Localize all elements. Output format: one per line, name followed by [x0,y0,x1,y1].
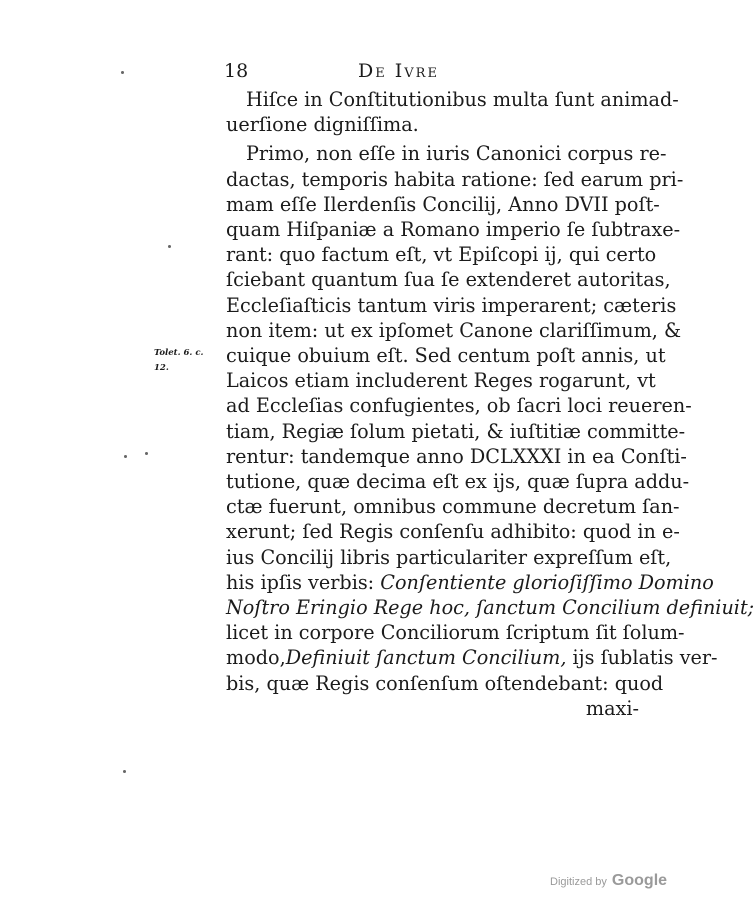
page-number: 18 [224,60,249,82]
text-run: modo, [226,646,286,670]
text-line: dactas, temporis habita ratione: ſed earum pri- [226,167,684,191]
scan-speck [121,71,124,74]
text-line: ius Concilij libris particulariter expreſſum eſt, [226,545,672,569]
text-line: quam Hiſpaniæ a Romano imperio ſe ſubtraxe- [226,218,681,242]
text-line: mam eſſe Ilerdenſis Concilij, Anno DVII poſt- [226,192,660,216]
marginal-note-line-1: Tolet. 6. c. [154,348,204,358]
scan-speck [123,770,126,773]
text-line: Primo, non eſſe in iuris Canonici corpus re- [246,142,667,166]
text-line: tiam, Regiæ ſolum pietati, & iuſtitiæ committe- [226,419,686,443]
text-line [226,645,718,670]
text-line: non item: ut ex ipſomet Canone clariſſimum, & [226,318,682,342]
watermark-prefix: Digitized by [550,876,607,888]
quotation-run: Definiuit ſanctum Concilium, [285,646,567,670]
marginal-note-line-2: 12. [154,363,169,373]
text-line: Laicos etiam includerent Reges rogarunt, vt [226,369,656,393]
text-line: Hiſce in Conſtitutionibus multa ſunt animad- [246,88,679,111]
text-line: uerſione digniſſima. [226,113,419,137]
text-line: rentur: tandemque anno DCLXXXI in ea Conſti- [226,444,687,468]
catchword: maxi- [585,696,639,720]
text-line: Noſtro Eringio Rege hoc, ſanctum Concilium definiuit; [226,596,754,620]
text-run: ijs ſublatis ver- [572,646,718,670]
quotation-run: Conſentiente glorioſiſſimo Domino [380,570,714,594]
text-line: bis, quæ Regis conſenſum oſtendebant: quod [226,671,664,695]
text-line: ctæ fuerunt, omnibus commune decretum ſan- [226,495,680,519]
text-line: xerunt; ſed Regis conſenſu adhibito: quod in e- [226,520,680,544]
text-line: tutione, quæ decima eſt ex ijs, quæ ſupra addu- [226,470,690,494]
text-line: Eccleſiaſticis tantum viris imperarent; cæteris [226,293,677,317]
text-line: ad Eccleſias confugientes, ob ſacri loci reueren- [226,394,692,418]
text-line [226,570,714,595]
running-head: De Ivre [358,60,439,82]
text-run: his ipſis verbis: [226,570,375,594]
text-line: licet in corpore Conciliorum ſcriptum ſit ſolum- [226,621,685,645]
google-logo: Google [611,872,668,889]
text-line: ſciebant quantum ſua ſe extenderet autoritas, [226,268,671,292]
marginal-note [154,346,203,376]
scan-speck [124,455,127,458]
body-text [226,87,754,721]
digitized-watermark [550,872,667,890]
text-line: rant: quo factum eſt, vt Epiſcopi ij, qui certo [226,243,657,267]
scan-speck [168,245,171,248]
scan-speck [145,452,148,455]
text-line: cuique obuium eſt. Sed centum poſt annis, ut [226,344,666,368]
